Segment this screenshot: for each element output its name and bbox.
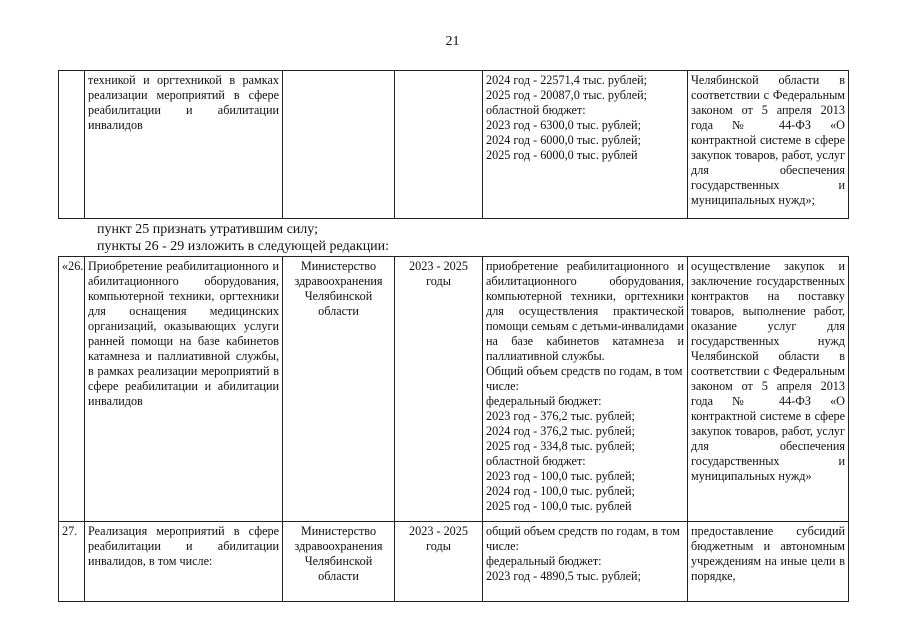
funding-line: 2024 год - 376,2 тыс. рублей; — [486, 424, 635, 438]
funding-line: общий объем средств по годам, в том числе: — [486, 524, 680, 553]
funding-line: 2023 год - 6300,0 тыс. рублей; — [486, 118, 641, 132]
mechanism-cell: осуществление закупок и заключение государственных контрактов на поставку товаров, выполнение работ, оказание услуг для государственных нужд Челябинской области в соответствии с Федеральным законом от 5 апреля 2013 года № 44-ФЗ «О контрактной системе в сфере закупок товаров, работ, услуг для обеспечения государственных и муниципальных нужд» — [688, 257, 849, 522]
executor-cell — [283, 71, 395, 219]
funding-line: Общий объем средств по годам, в том числе: — [486, 364, 683, 393]
funding-line: 2025 год - 100,0 тыс. рублей — [486, 499, 632, 513]
funding-cell — [483, 257, 688, 522]
table-row — [59, 71, 849, 219]
bottom-table — [58, 256, 849, 602]
funding-cell — [483, 522, 688, 602]
funding-line: 2024 год - 100,0 тыс. рублей; — [486, 484, 635, 498]
measure-name-cell: техникой и оргтехникой в рамках реализации мероприятий в сфере реабилитации и абилитации инвалидов — [85, 71, 283, 219]
executor-cell: Министерство здравоохранения Челябинской области — [283, 522, 395, 602]
measure-name-cell: Реализация мероприятий в сфере реабилитации и абилитации инвалидов, в том числе: — [85, 522, 283, 602]
note-paragraph: пункты 26 - 29 изложить в следующей редакции: — [97, 239, 390, 254]
funding-line: областной бюджет: — [486, 103, 586, 117]
top-table — [58, 70, 849, 219]
funding-line: областной бюджет: — [486, 454, 586, 468]
funding-line: федеральный бюджет: — [486, 394, 602, 408]
table-row — [59, 522, 849, 602]
funding-line: 2025 год - 6000,0 тыс. рублей — [486, 148, 638, 162]
period-cell: 2023 - 2025 годы — [395, 257, 483, 522]
period-cell — [395, 71, 483, 219]
funding-line: 2024 год - 22571,4 тыс. рублей; — [486, 73, 648, 87]
row-number-cell: 27. — [59, 522, 85, 602]
executor-cell: Министерство здравоохранения Челябинской области — [283, 257, 395, 522]
funding-intro: приобретение реабилитационного и абилитационного оборудования, компьютерной техники, оргтехники для осуществления практической помощи семьям с детьми-инвалидами на базе кабинетов катамнеза и паллиативной службы. — [486, 259, 684, 363]
funding-line: 2025 год - 20087,0 тыс. рублей; — [486, 88, 648, 102]
funding-cell — [483, 71, 688, 219]
row-number-cell — [59, 71, 85, 219]
period-cell: 2023 - 2025 годы — [395, 522, 483, 602]
funding-line: 2024 год - 6000,0 тыс. рублей; — [486, 133, 641, 147]
note-paragraph: пункт 25 признать утратившим силу; — [97, 222, 318, 237]
funding-line: 2025 год - 334,8 тыс. рублей; — [486, 439, 635, 453]
funding-line: федеральный бюджет: — [486, 554, 602, 568]
table-row — [59, 257, 849, 522]
mechanism-cell: Челябинской области в соответствии с Федеральным законом от 5 апреля 2013 года № 44-ФЗ «О контрактной системе в сфере закупок товаров, работ, услуг для обеспечения государственных и муниципальных нужд»; — [688, 71, 849, 219]
page-number: 21 — [445, 34, 460, 49]
measure-name-cell: Приобретение реабилитационного и абилитационного оборудования, компьютерной техники, оргтехники для оснащения медицинских организаций, оказывающих услуги ранней помощи на базе кабинетов катамнеза и паллиативной службы, в рамках реализации мероприятий в сфере реабилитации и абилитации инвалидов — [85, 257, 283, 522]
funding-line: 2023 год - 376,2 тыс. рублей; — [486, 409, 635, 423]
row-number-cell: «26. — [59, 257, 85, 522]
funding-line: 2023 год - 100,0 тыс. рублей; — [486, 469, 635, 483]
funding-line: 2023 год - 4890,5 тыс. рублей; — [486, 569, 641, 583]
mechanism-cell: предоставление субсидий бюджетным и автономным учреждениям на иные цели в порядке, — [688, 522, 849, 602]
